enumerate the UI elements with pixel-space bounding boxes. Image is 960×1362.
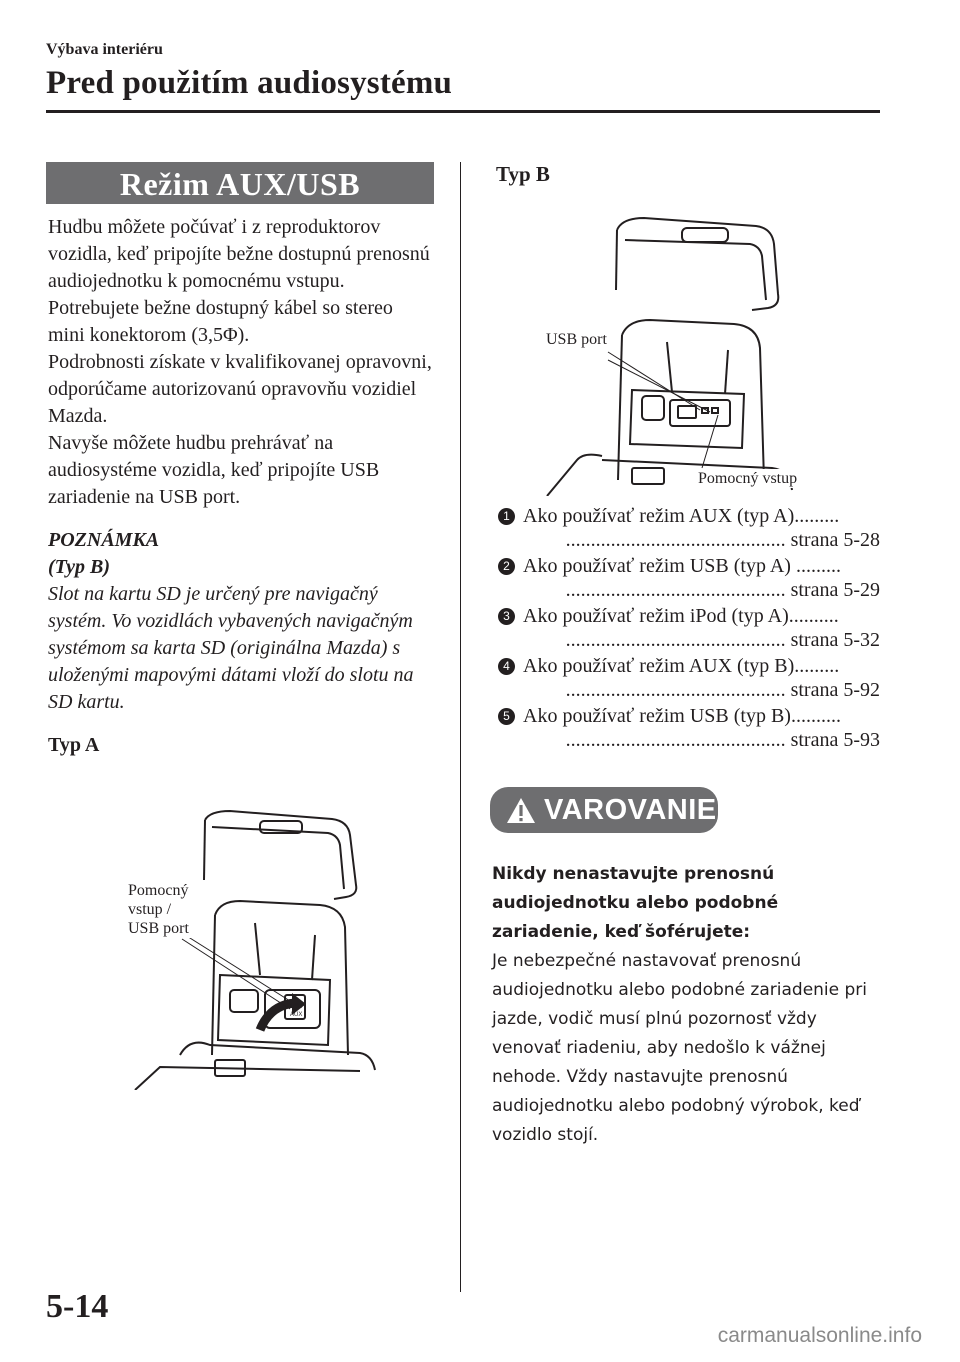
- header-rule: [46, 110, 880, 113]
- left-column: [46, 162, 434, 757]
- warning-text: [492, 860, 882, 1150]
- page-number: 5-14: [46, 1288, 109, 1325]
- armrest-illustration-a: [120, 805, 380, 1090]
- ref-page: ............................................ strana 5-28: [565, 529, 880, 551]
- warning-label: VAROVANIE: [544, 793, 717, 826]
- column-divider: [460, 162, 461, 1292]
- list-item[interactable]: [494, 704, 880, 752]
- type-a-label: Typ A: [48, 734, 100, 756]
- ref-number-badge: 2: [498, 558, 515, 575]
- warning-badge: [490, 787, 718, 833]
- callout-line: Pomocný: [128, 882, 189, 899]
- ref-page: ............................................ strana 5-29: [565, 579, 880, 601]
- note-text: Slot na kartu SD je určený pre navigačný systém. Vo vozidlách vybavených navigačným systémom sa karta SD (originálna Mazda) s uloženými mapovými dátami vloží do slotu na SD kartu.: [48, 583, 414, 713]
- section-name: Výbava interiéru: [46, 41, 163, 58]
- reference-list: [494, 504, 880, 754]
- ref-title: Ako používať režim AUX (typ A).........: [523, 505, 840, 527]
- usb-port-callout: USB port: [546, 331, 607, 348]
- intro-paragraph: Podrobnosti získate v kvalifikovanej opravovni, odporúčame autorizovanú opravovňu vozidiel Mazda.: [48, 351, 432, 427]
- intro-paragraph: Navyše môžete hudbu prehrávať na audiosystéme vozidla, keď pripojíte USB zariadenie na USB port.: [48, 432, 380, 508]
- usb-port-text: USB: [290, 1004, 303, 1010]
- mode-banner: Režim AUX/USB: [46, 162, 434, 204]
- note-block: [48, 527, 434, 716]
- ref-title: Ako používať režim AUX (typ B).........: [523, 655, 840, 677]
- armrest-illustration-b: [522, 210, 828, 496]
- intro-text: [48, 214, 434, 511]
- page-header: [46, 40, 880, 104]
- right-column: [494, 162, 880, 187]
- ref-page: ............................................ strana 5-32: [565, 629, 880, 651]
- ref-title: Ako používať režim iPod (typ A)..........: [523, 605, 839, 627]
- ref-number-badge: 3: [498, 608, 515, 625]
- list-item[interactable]: [494, 654, 880, 702]
- aux-usb-callout: [126, 881, 191, 938]
- warning-heading: Nikdy nenastavujte prenosnú audiojednotku alebo podobné zariadenie, keď šoférujete:: [492, 864, 779, 942]
- ref-page: ............................................ strana 5-92: [565, 679, 880, 701]
- aux-port-text: AUX: [290, 1012, 303, 1018]
- intro-paragraph: Hudbu môžete počúvať i z reproduktorov vozidla, keď pripojíte bežne dostupnú prenosnú audiojednotku k pomocnému vstupu.: [48, 216, 430, 292]
- list-item[interactable]: [494, 604, 880, 652]
- note-subtitle: (Typ B): [48, 556, 111, 578]
- ref-number-badge: 4: [498, 658, 515, 675]
- type-b-label: Typ B: [496, 162, 550, 186]
- list-item[interactable]: [494, 504, 880, 552]
- ref-page: ............................................ strana 5-93: [565, 729, 880, 751]
- warning-triangle-icon: [506, 797, 536, 824]
- figure-type-a: [120, 805, 380, 1090]
- ref-title: Ako používať režim USB (typ A) .........: [523, 555, 841, 577]
- watermark: carmanualsonline.info: [717, 1324, 922, 1347]
- note-title: POZNÁMKA: [48, 529, 160, 551]
- warning-body: Je nebezpečné nastavovať prenosnú audiojednotku alebo podobné zariadenie pri jazde, vodič musí plnú pozornosť vždy venovať riadeniu, aby nedošlo k vážnej nehode. Vždy nastavujte prenosnú audiojednotku alebo podobný výrobok, keď vozidlo stojí.: [492, 951, 868, 1145]
- callout-line: vstup /: [128, 901, 172, 918]
- ref-number-badge: 5: [498, 708, 515, 725]
- list-item[interactable]: [494, 554, 880, 602]
- figure-type-b: [522, 210, 828, 496]
- ref-title: Ako používať režim USB (typ B)..........: [523, 705, 841, 727]
- aux-input-callout: Pomocný vstup: [698, 470, 798, 487]
- ref-number-badge: 1: [498, 508, 515, 525]
- intro-paragraph: Potrebujete bežne dostupný kábel so stereo mini konektorom (3,5Φ).: [48, 297, 393, 346]
- chapter-title: Pred použitím audiosystému: [46, 65, 453, 101]
- callout-line: USB port: [128, 920, 189, 937]
